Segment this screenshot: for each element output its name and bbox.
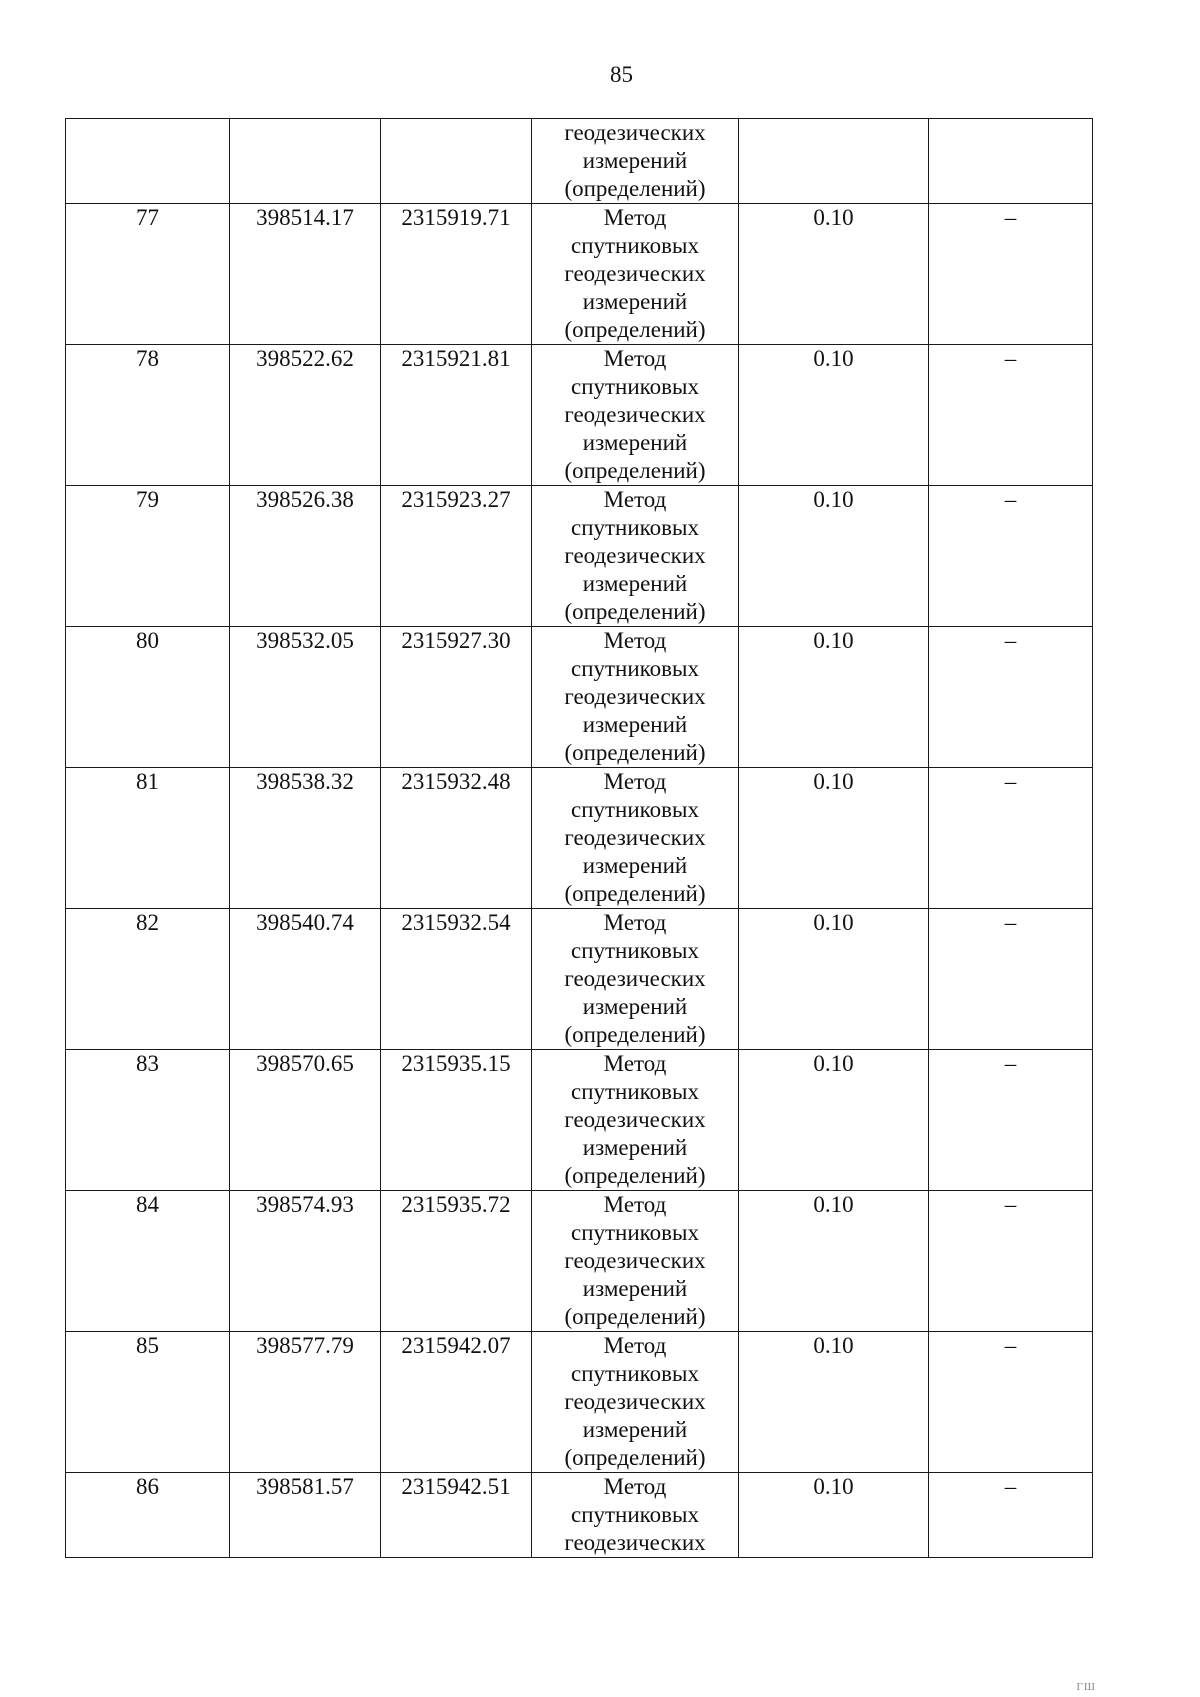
cell-accuracy (739, 119, 929, 204)
table-row (66, 486, 1093, 627)
method-line: Метод (603, 769, 667, 794)
method-line: спутниковых (570, 374, 699, 399)
cell-description: – (929, 486, 1093, 627)
cell-point-number (66, 119, 230, 204)
method-line: (определений) (564, 458, 706, 483)
method-line: Метод (603, 346, 667, 371)
cell-x: 398577.79 (230, 1332, 381, 1473)
method-line: спутниковых (570, 1220, 699, 1245)
table-row (66, 627, 1093, 768)
cell-point-number: 83 (66, 1050, 230, 1191)
table-row-continuation (66, 119, 1093, 204)
method-line: спутниковых (570, 1361, 699, 1386)
cell-description: – (929, 345, 1093, 486)
method-line: спутниковых (570, 515, 699, 540)
cell-y: 2315942.51 (381, 1473, 532, 1558)
coordinates-table (65, 118, 1093, 1558)
cell-accuracy: 0.10 (739, 1191, 929, 1332)
method-line: (определений) (564, 1445, 706, 1470)
page-number: 85 (610, 62, 633, 87)
cell-method (532, 768, 739, 909)
cell-description (929, 119, 1093, 204)
method-line: измерений (582, 430, 688, 455)
cell-y: 2315932.48 (381, 768, 532, 909)
cell-method (532, 627, 739, 768)
method-line: геодезических (564, 402, 706, 427)
method-line: (определений) (564, 1022, 706, 1047)
table-row (66, 204, 1093, 345)
cell-x: 398514.17 (230, 204, 381, 345)
method-line: спутниковых (570, 1079, 699, 1104)
method-line: Метод (603, 628, 667, 653)
cell-point-number: 86 (66, 1473, 230, 1558)
cell-y: 2315935.72 (381, 1191, 532, 1332)
cell-point-number: 79 (66, 486, 230, 627)
cell-method (532, 909, 739, 1050)
method-line: геодезических (564, 825, 706, 850)
method-line: измерений (582, 289, 688, 314)
method-line: Метод (603, 1051, 667, 1076)
method-line: геодезических (564, 1389, 706, 1414)
method-line: (определений) (564, 1163, 706, 1188)
cell-description: – (929, 627, 1093, 768)
cell-method (532, 119, 739, 204)
table-row (66, 768, 1093, 909)
table-row (66, 345, 1093, 486)
cell-accuracy: 0.10 (739, 627, 929, 768)
cell-accuracy: 0.10 (739, 768, 929, 909)
cell-x (230, 119, 381, 204)
cell-point-number: 81 (66, 768, 230, 909)
method-line: спутниковых (570, 938, 699, 963)
table-body (66, 119, 1093, 1558)
method-line: Метод (603, 487, 667, 512)
method-line: измерений (582, 148, 688, 173)
method-line: измерений (582, 853, 688, 878)
cell-description: – (929, 909, 1093, 1050)
cell-point-number: 84 (66, 1191, 230, 1332)
method-line: геодезических (564, 966, 706, 991)
cell-description: – (929, 768, 1093, 909)
cell-method (532, 345, 739, 486)
method-line: (определений) (564, 599, 706, 624)
cell-method (532, 204, 739, 345)
cell-point-number: 82 (66, 909, 230, 1050)
table-row (66, 1050, 1093, 1191)
method-line: измерений (582, 712, 688, 737)
method-line: геодезических (564, 120, 706, 145)
method-line: измерений (582, 571, 688, 596)
cell-accuracy: 0.10 (739, 1473, 929, 1558)
method-line: геодезических (564, 1107, 706, 1132)
cell-method (532, 1191, 739, 1332)
cell-x: 398526.38 (230, 486, 381, 627)
method-line: геодезических (564, 684, 706, 709)
cell-description: – (929, 1473, 1093, 1558)
cell-description: – (929, 204, 1093, 345)
method-line: геодезических (564, 1530, 706, 1555)
method-line: спутниковых (570, 656, 699, 681)
method-line: (определений) (564, 317, 706, 342)
method-line: Метод (603, 205, 667, 230)
cell-accuracy: 0.10 (739, 204, 929, 345)
table-row (66, 1473, 1093, 1558)
cell-x: 398538.32 (230, 768, 381, 909)
table-row (66, 1332, 1093, 1473)
method-line: спутниковых (570, 1502, 699, 1527)
cell-x: 398522.62 (230, 345, 381, 486)
method-line: геодезических (564, 261, 706, 286)
cell-point-number: 85 (66, 1332, 230, 1473)
cell-description: – (929, 1332, 1093, 1473)
method-line: Метод (603, 1474, 667, 1499)
cell-x: 398532.05 (230, 627, 381, 768)
cell-method (532, 1473, 739, 1558)
method-line: измерений (582, 1417, 688, 1442)
cell-point-number: 78 (66, 345, 230, 486)
table-row (66, 1191, 1093, 1332)
method-line: спутниковых (570, 233, 699, 258)
cell-accuracy: 0.10 (739, 909, 929, 1050)
cell-y: 2315919.71 (381, 204, 532, 345)
cell-accuracy: 0.10 (739, 486, 929, 627)
cell-y: 2315942.07 (381, 1332, 532, 1473)
cell-x: 398540.74 (230, 909, 381, 1050)
method-line: (определений) (564, 740, 706, 765)
cell-method (532, 1332, 739, 1473)
cell-y (381, 119, 532, 204)
cell-accuracy: 0.10 (739, 345, 929, 486)
cell-x: 398570.65 (230, 1050, 381, 1191)
method-line: измерений (582, 1276, 688, 1301)
method-line: Метод (603, 1333, 667, 1358)
cell-y: 2315923.27 (381, 486, 532, 627)
cell-y: 2315921.81 (381, 345, 532, 486)
method-line: (определений) (564, 881, 706, 906)
cell-method (532, 486, 739, 627)
cell-y: 2315932.54 (381, 909, 532, 1050)
method-line: измерений (582, 1135, 688, 1160)
cell-point-number: 77 (66, 204, 230, 345)
method-line: измерений (582, 994, 688, 1019)
method-line: геодезических (564, 1248, 706, 1273)
table-row (66, 909, 1093, 1050)
footer-mark: ГШ (1076, 1681, 1096, 1693)
cell-method (532, 1050, 739, 1191)
method-line: геодезических (564, 543, 706, 568)
cell-x: 398581.57 (230, 1473, 381, 1558)
cell-accuracy: 0.10 (739, 1050, 929, 1191)
cell-description: – (929, 1191, 1093, 1332)
method-line: спутниковых (570, 797, 699, 822)
cell-description: – (929, 1050, 1093, 1191)
cell-y: 2315935.15 (381, 1050, 532, 1191)
cell-x: 398574.93 (230, 1191, 381, 1332)
cell-point-number: 80 (66, 627, 230, 768)
cell-y: 2315927.30 (381, 627, 532, 768)
method-line: (определений) (564, 1304, 706, 1329)
cell-accuracy: 0.10 (739, 1332, 929, 1473)
method-line: Метод (603, 1192, 667, 1217)
method-line: (определений) (564, 176, 706, 201)
method-line: Метод (603, 910, 667, 935)
